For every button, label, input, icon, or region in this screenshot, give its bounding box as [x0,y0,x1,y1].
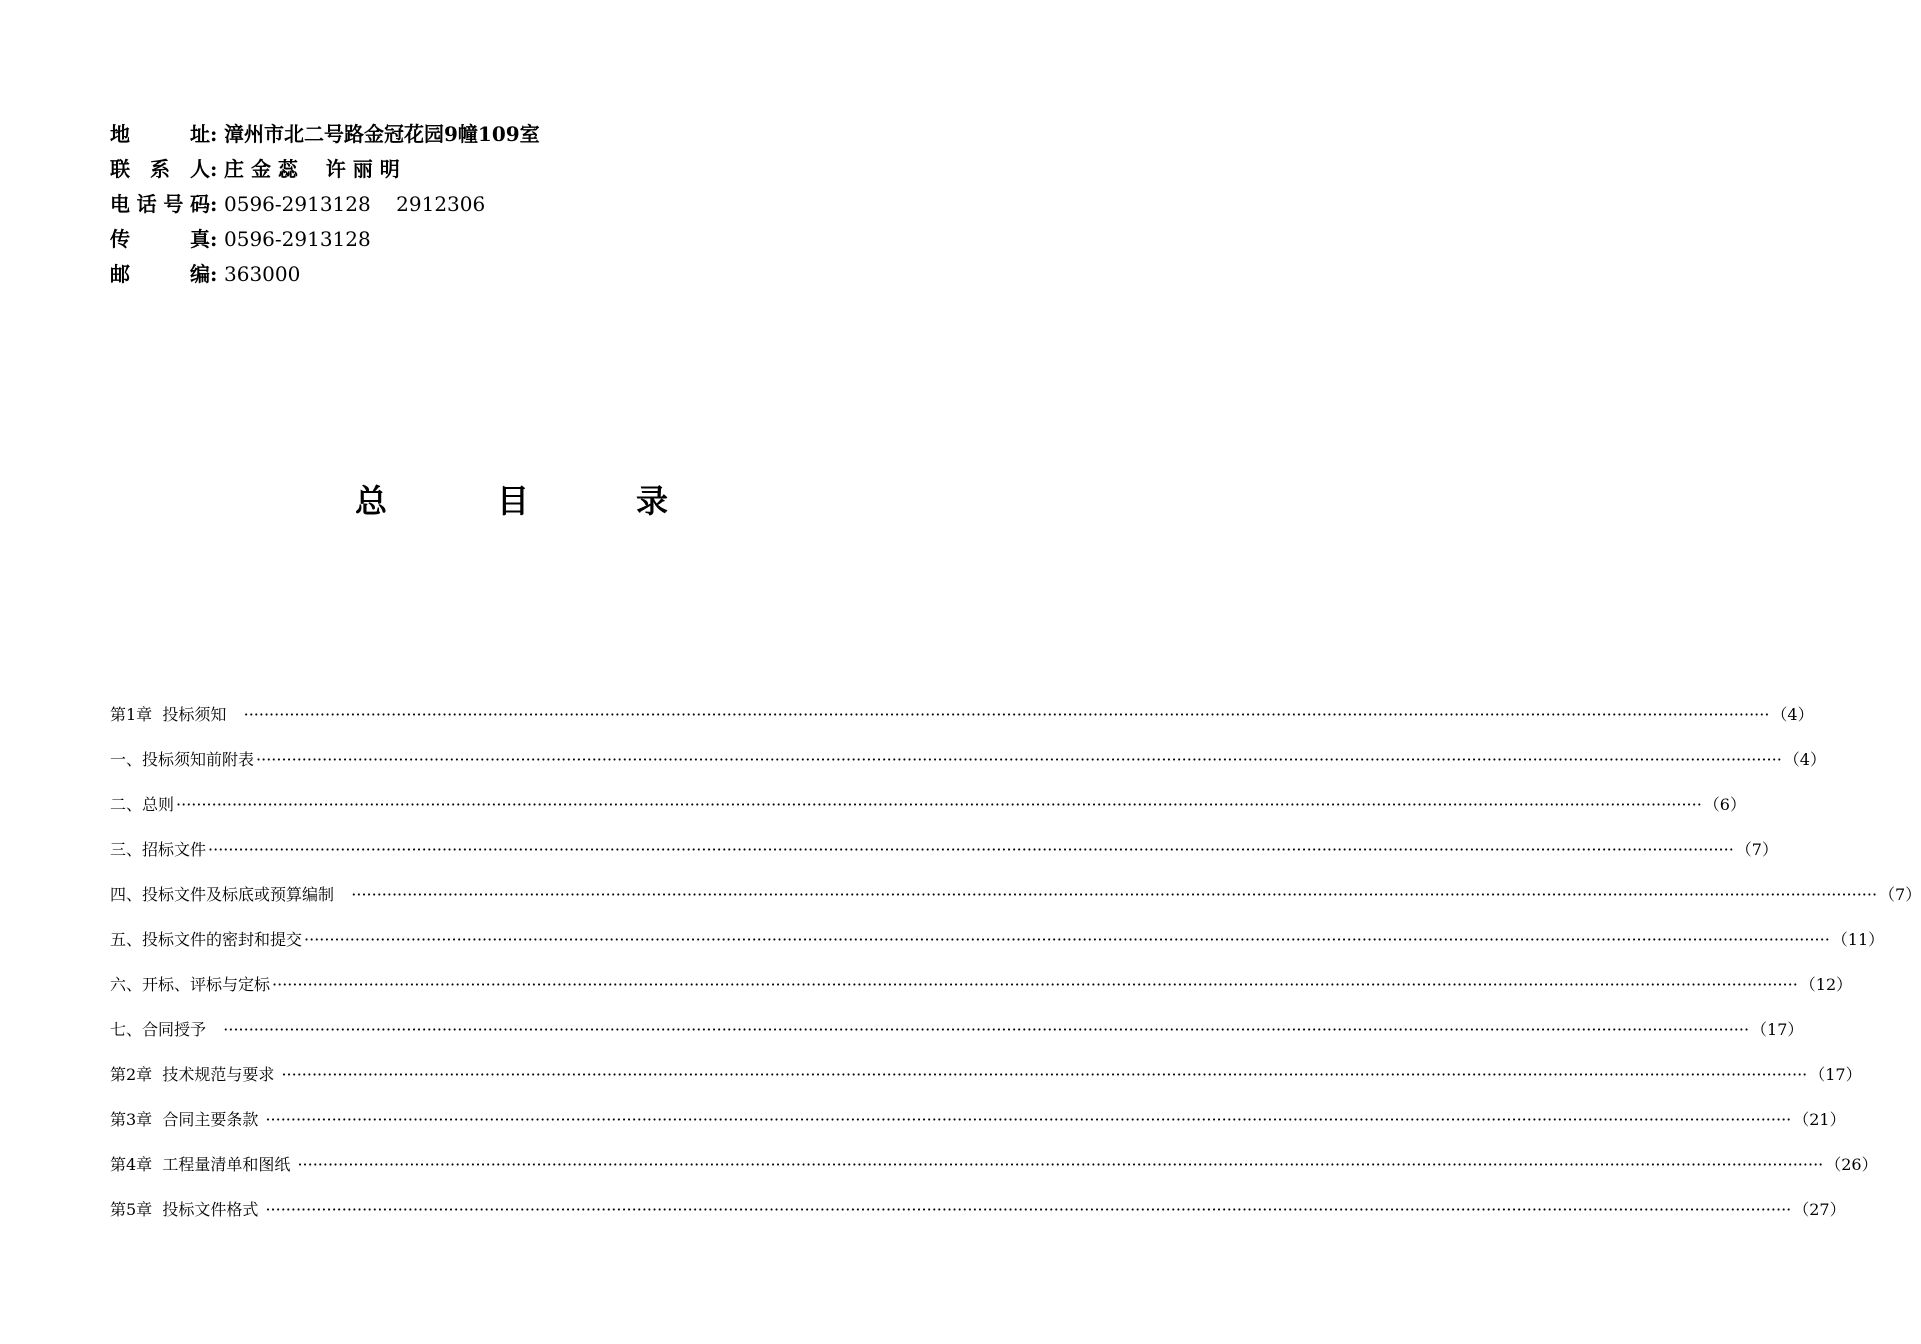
postcode-row [110,258,810,293]
toc-title-char: 目 [497,482,530,520]
toc-entry-page: （27） [1793,1200,1846,1219]
contact-person-label: 联系人 [110,157,210,181]
toc-dot-leader: ············································································································································································································································································································ [265,1110,1792,1129]
phone-value: 0596-2913128 2912306 [224,192,486,216]
toc-dot-leader: ············································································································································································································································································································ [265,1200,1792,1219]
toc-dot-leader: ············································································································································································································································································································ [281,1065,1808,1084]
toc-entry-page: （4） [1771,705,1814,724]
postcode-value: 363000 [224,262,301,286]
toc-entry[interactable] [110,702,1814,747]
toc-entry[interactable] [110,1197,1846,1242]
toc-entry[interactable] [110,1017,1804,1062]
toc-entry-page: （7） [1879,885,1921,904]
contact-info [110,118,810,293]
toc-entry-page: （21） [1793,1110,1846,1129]
toc-dot-leader: ············································································································································································································································································································ [272,975,1798,994]
toc-entry-label: 六、开标、评标与定标 [110,975,271,994]
toc-entry[interactable] [110,792,1746,837]
toc-entry-page: （17） [1809,1065,1862,1084]
toc-entry-page: （12） [1799,975,1853,994]
toc-entry-label: 二、总则 [110,795,175,814]
toc-title-char: 录 [636,482,669,520]
toc-entry-label: 第4章 工程量清单和图纸 [110,1155,296,1174]
toc-title-char: 总 [355,482,388,520]
contact-person-row [110,153,810,188]
toc-entry-label: 一、投标须知前附表 [110,750,255,769]
fax-row [110,223,810,258]
toc-entry-page: （7） [1735,840,1778,859]
toc-entry[interactable] [110,747,1826,792]
colon: : [210,157,218,181]
toc-entry-label: 第1章 投标须知 [110,705,242,724]
contact-person-value: 庄 金 蕊 许 丽 明 [224,157,400,181]
toc-entry[interactable] [110,882,1921,927]
toc-entry-label: 第5章 投标文件格式 [110,1200,264,1219]
toc-entry-page: （17） [1751,1020,1804,1039]
address-value: 漳州市北二号路金冠花园9幢109室 [224,122,540,146]
table-of-contents [110,702,1921,1242]
toc-dot-leader: ············································································································································································································································································································ [223,1020,1750,1039]
toc-dot-leader: ············································································································································································································································································································ [256,750,1782,769]
toc-entry-label: 四、投标文件及标底或预算编制 [110,885,350,904]
colon: : [210,262,218,286]
toc-dot-leader: ············································································································································································································································································································ [176,795,1702,814]
toc-entry-label: 第2章 技术规范与要求 [110,1065,280,1084]
toc-dot-leader: ············································································································································································································································································································ [208,840,1734,859]
phone-label: 电话号码 [110,192,210,216]
toc-entry-page: （11） [1831,930,1885,949]
toc-entry-label: 五、投标文件的密封和提交 [110,930,303,949]
toc-entry[interactable] [110,927,1885,972]
address-label: 地 址 [110,122,210,146]
toc-entry-label: 三、招标文件 [110,840,207,859]
toc-entry-page: （4） [1783,750,1826,769]
postcode-label: 邮 编 [110,262,210,286]
toc-entry-label: 第3章 合同主要条款 [110,1110,264,1129]
colon: : [210,192,218,216]
phone-row [110,188,810,223]
toc-entry-page: （26） [1825,1155,1878,1174]
fax-value: 0596-2913128 [224,227,371,251]
toc-entry[interactable] [110,1152,1878,1197]
toc-dot-leader: ············································································································································································································································································································ [351,885,1878,904]
toc-title [0,476,950,526]
toc-dot-leader: ············································································································································································································································································································ [297,1155,1824,1174]
toc-entry[interactable] [110,972,1853,1017]
address-row [110,118,810,153]
toc-entry[interactable] [110,837,1778,882]
toc-entry-page: （6） [1703,795,1746,814]
toc-entry[interactable] [110,1062,1862,1107]
toc-dot-leader: ············································································································································································································································································································ [243,705,1770,724]
toc-entry-label: 七、合同授予 [110,1020,222,1039]
toc-entry[interactable] [110,1107,1846,1152]
fax-label: 传 真 [110,227,210,251]
colon: : [210,227,218,251]
toc-dot-leader: ············································································································································································································································································································ [304,930,1830,949]
colon: : [210,122,218,146]
